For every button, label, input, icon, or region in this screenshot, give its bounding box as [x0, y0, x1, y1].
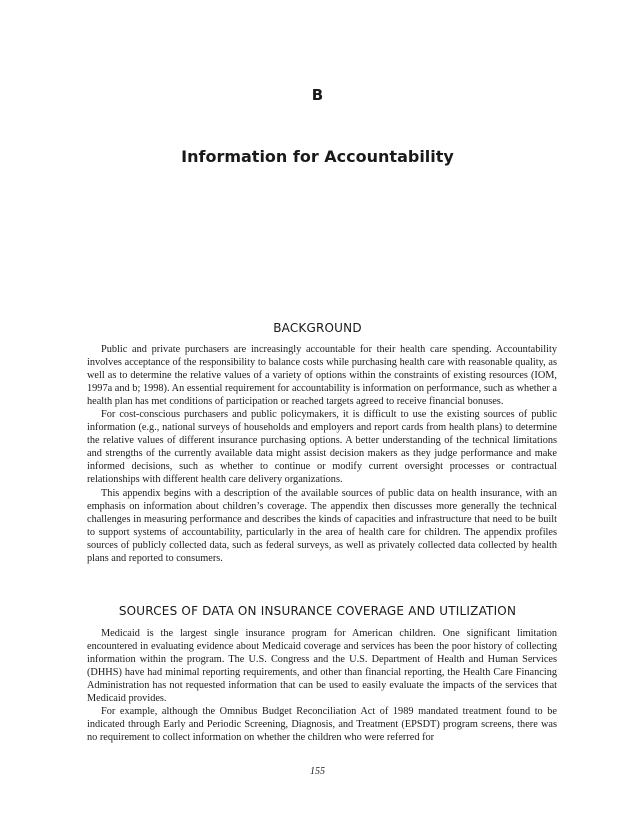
appendix-letter: B [311, 86, 324, 104]
paragraph: This appendix begins with a description of the available sources of public data on health insurance, with an emphasis on information about children’s coverage. The appendix then discusses more generally the technical challenges in measuring performance and describes the kinds of capacities and infrastructure that need to be built to support systems of accountability, particularly in the area of health care for children. The appendix profiles sources of publicly collected data, such as federal surveys, as well as privately collected data collected by health plans and reported to consumers. [87, 487, 557, 564]
section-body-background [87, 343, 557, 565]
paragraph: Medicaid is the largest single insurance program for American children. One significant limitation encountered in evaluating evidence about Medicaid coverage and services has been the poor history of collecting information within the program. The U.S. Congress and the U.S. Department of Health and Human Services (DHHS) have had minimal reporting requirements, and other than financial reporting, the Health Care Financing Administration has not requested information that can be used to easily evaluate the impacts of the services that Medicaid provides. [87, 628, 557, 705]
paragraph: For example, although the Omnibus Budget Reconciliation Act of 1989 mandated treatment found to be indicated through Early and Periodic Screening, Diagnosis, and Treatment (EPSDT) program screens, there was no requirement to collect information on whether the children who were referred for [87, 706, 557, 744]
paragraph: For cost-conscious purchasers and public policymakers, it is difficult to use the existing sources of public information (e.g., national surveys of households and employers and report cards from health plans) to determine the relative values of different insurance purchasing options. A better understanding of the technical limitations and strengths of the currently available data might assist decision makers as they judge performance and make informed decisions, such as whether to continue or modify current oversight processes or contractual relationships with different health care delivery organizations. [87, 409, 557, 486]
section-heading-background: BACKGROUND [273, 321, 362, 335]
section-heading-sources-of-data: SOURCES OF DATA ON INSURANCE COVERAGE AND UTILIZATION [118, 604, 517, 618]
section-body-sources-of-data [87, 627, 557, 744]
page-number: 155 [310, 766, 325, 777]
paragraph: Public and private purchasers are increasingly accountable for their health care spending. Accountability involves acceptance of the responsibility to balance costs while purchasing health care with reasonable quality, as well as to determine the relative values of a variety of options within the constraints of existing resources (IOM, 1997a and b; 1998). An essential requirement for accountability is information on performance, such as whether a health plan has met conditions of participation or reached targets agreed to receive financial bonuses. [87, 344, 557, 408]
chapter-title: Information for Accountability [181, 147, 454, 166]
